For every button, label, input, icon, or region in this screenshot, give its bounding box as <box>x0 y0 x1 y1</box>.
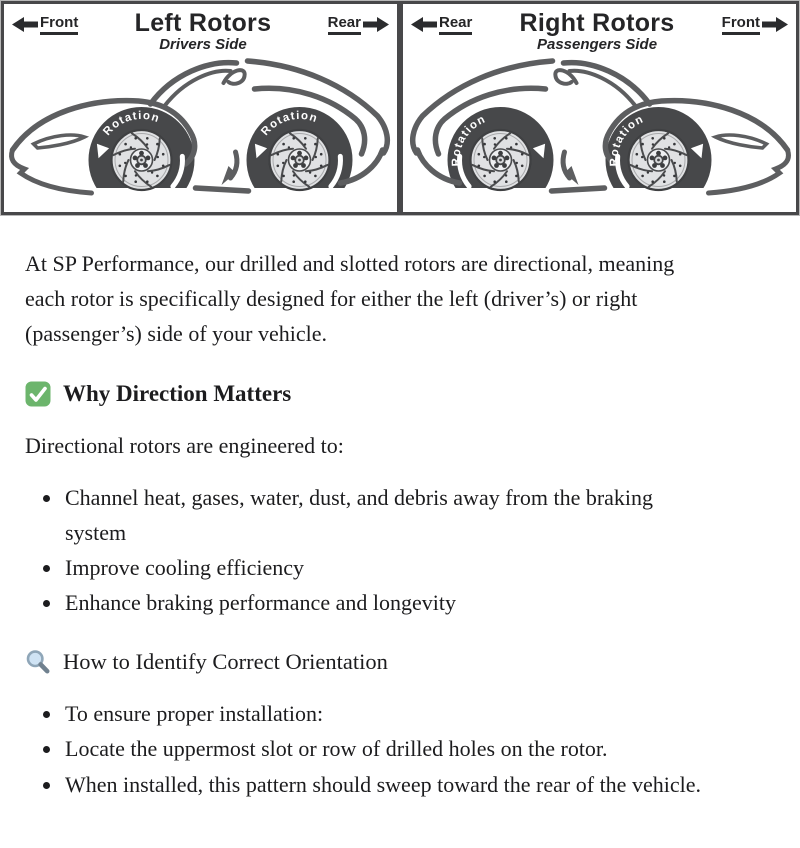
left-car-illustration <box>4 52 397 212</box>
rotation-label: Rotation <box>101 109 162 139</box>
lead-paragraph: Directional rotors are engineered to: <box>25 433 344 459</box>
why-bullet-list <box>25 480 715 621</box>
intro-paragraph: At SP Performance, our drilled and slotted rotors are directional, meaning each rotor is specifically designed for either the left (driver’s) or right (passenger’s) side of your vehicle. <box>25 251 675 347</box>
front-direction-label <box>722 15 788 35</box>
rear-direction-label <box>411 15 472 35</box>
list-item: • Enhance braking performance and longevity <box>63 585 715 620</box>
list-item: • To ensure proper installation: <box>63 696 715 731</box>
right-rotors-panel <box>400 1 799 215</box>
left-panel-header <box>4 4 397 53</box>
list-item: • When installed, this pattern should sweep toward the rear of the vehicle. <box>63 767 715 802</box>
rotation-label: Rotation <box>450 113 488 167</box>
arrow-right-icon <box>762 17 788 32</box>
rotation-label: Rotation <box>259 109 320 139</box>
panel-title: Left Rotors <box>134 9 272 37</box>
rear-label: Rear <box>439 15 472 35</box>
rear-direction-label <box>328 15 389 35</box>
section-heading-how-to-identify <box>25 644 715 680</box>
list-item: • Improve cooling efficiency <box>63 550 715 585</box>
left-rotors-panel <box>1 1 400 215</box>
check-mark-icon <box>25 381 51 407</box>
section-heading-why-direction-matters <box>25 376 715 413</box>
panel-subtitle: Passengers Side <box>536 35 658 53</box>
arrow-left-icon <box>411 17 437 32</box>
panel-subtitle: Drivers Side <box>159 35 247 53</box>
left-panel-titles <box>135 11 272 52</box>
right-panel-titles <box>520 11 675 52</box>
right-panel-header <box>403 4 796 53</box>
arrow-left-icon <box>12 17 38 32</box>
article <box>0 216 740 848</box>
how-bullet-list <box>25 696 715 802</box>
panel-title: Right Rotors <box>519 9 675 37</box>
heading-text: Why Direction Matters <box>63 380 292 406</box>
front-label: Front <box>40 15 78 35</box>
list-item: • Channel heat, gases, water, dust, and debris away from the braking system <box>63 480 715 550</box>
rear-label: Rear <box>328 15 361 35</box>
list-item: • Locate the uppermost slot or row of drilled holes on the rotor. <box>63 731 715 766</box>
rotor-direction-diagram <box>0 0 800 216</box>
rotation-label: Rotation <box>608 113 646 167</box>
front-direction-label <box>12 15 78 35</box>
front-label: Front <box>722 15 760 35</box>
right-car-illustration <box>403 52 796 212</box>
arrow-right-icon <box>363 17 389 32</box>
magnifying-glass-icon <box>25 649 51 675</box>
heading-text: How to Identify Correct Orientation <box>63 649 388 675</box>
